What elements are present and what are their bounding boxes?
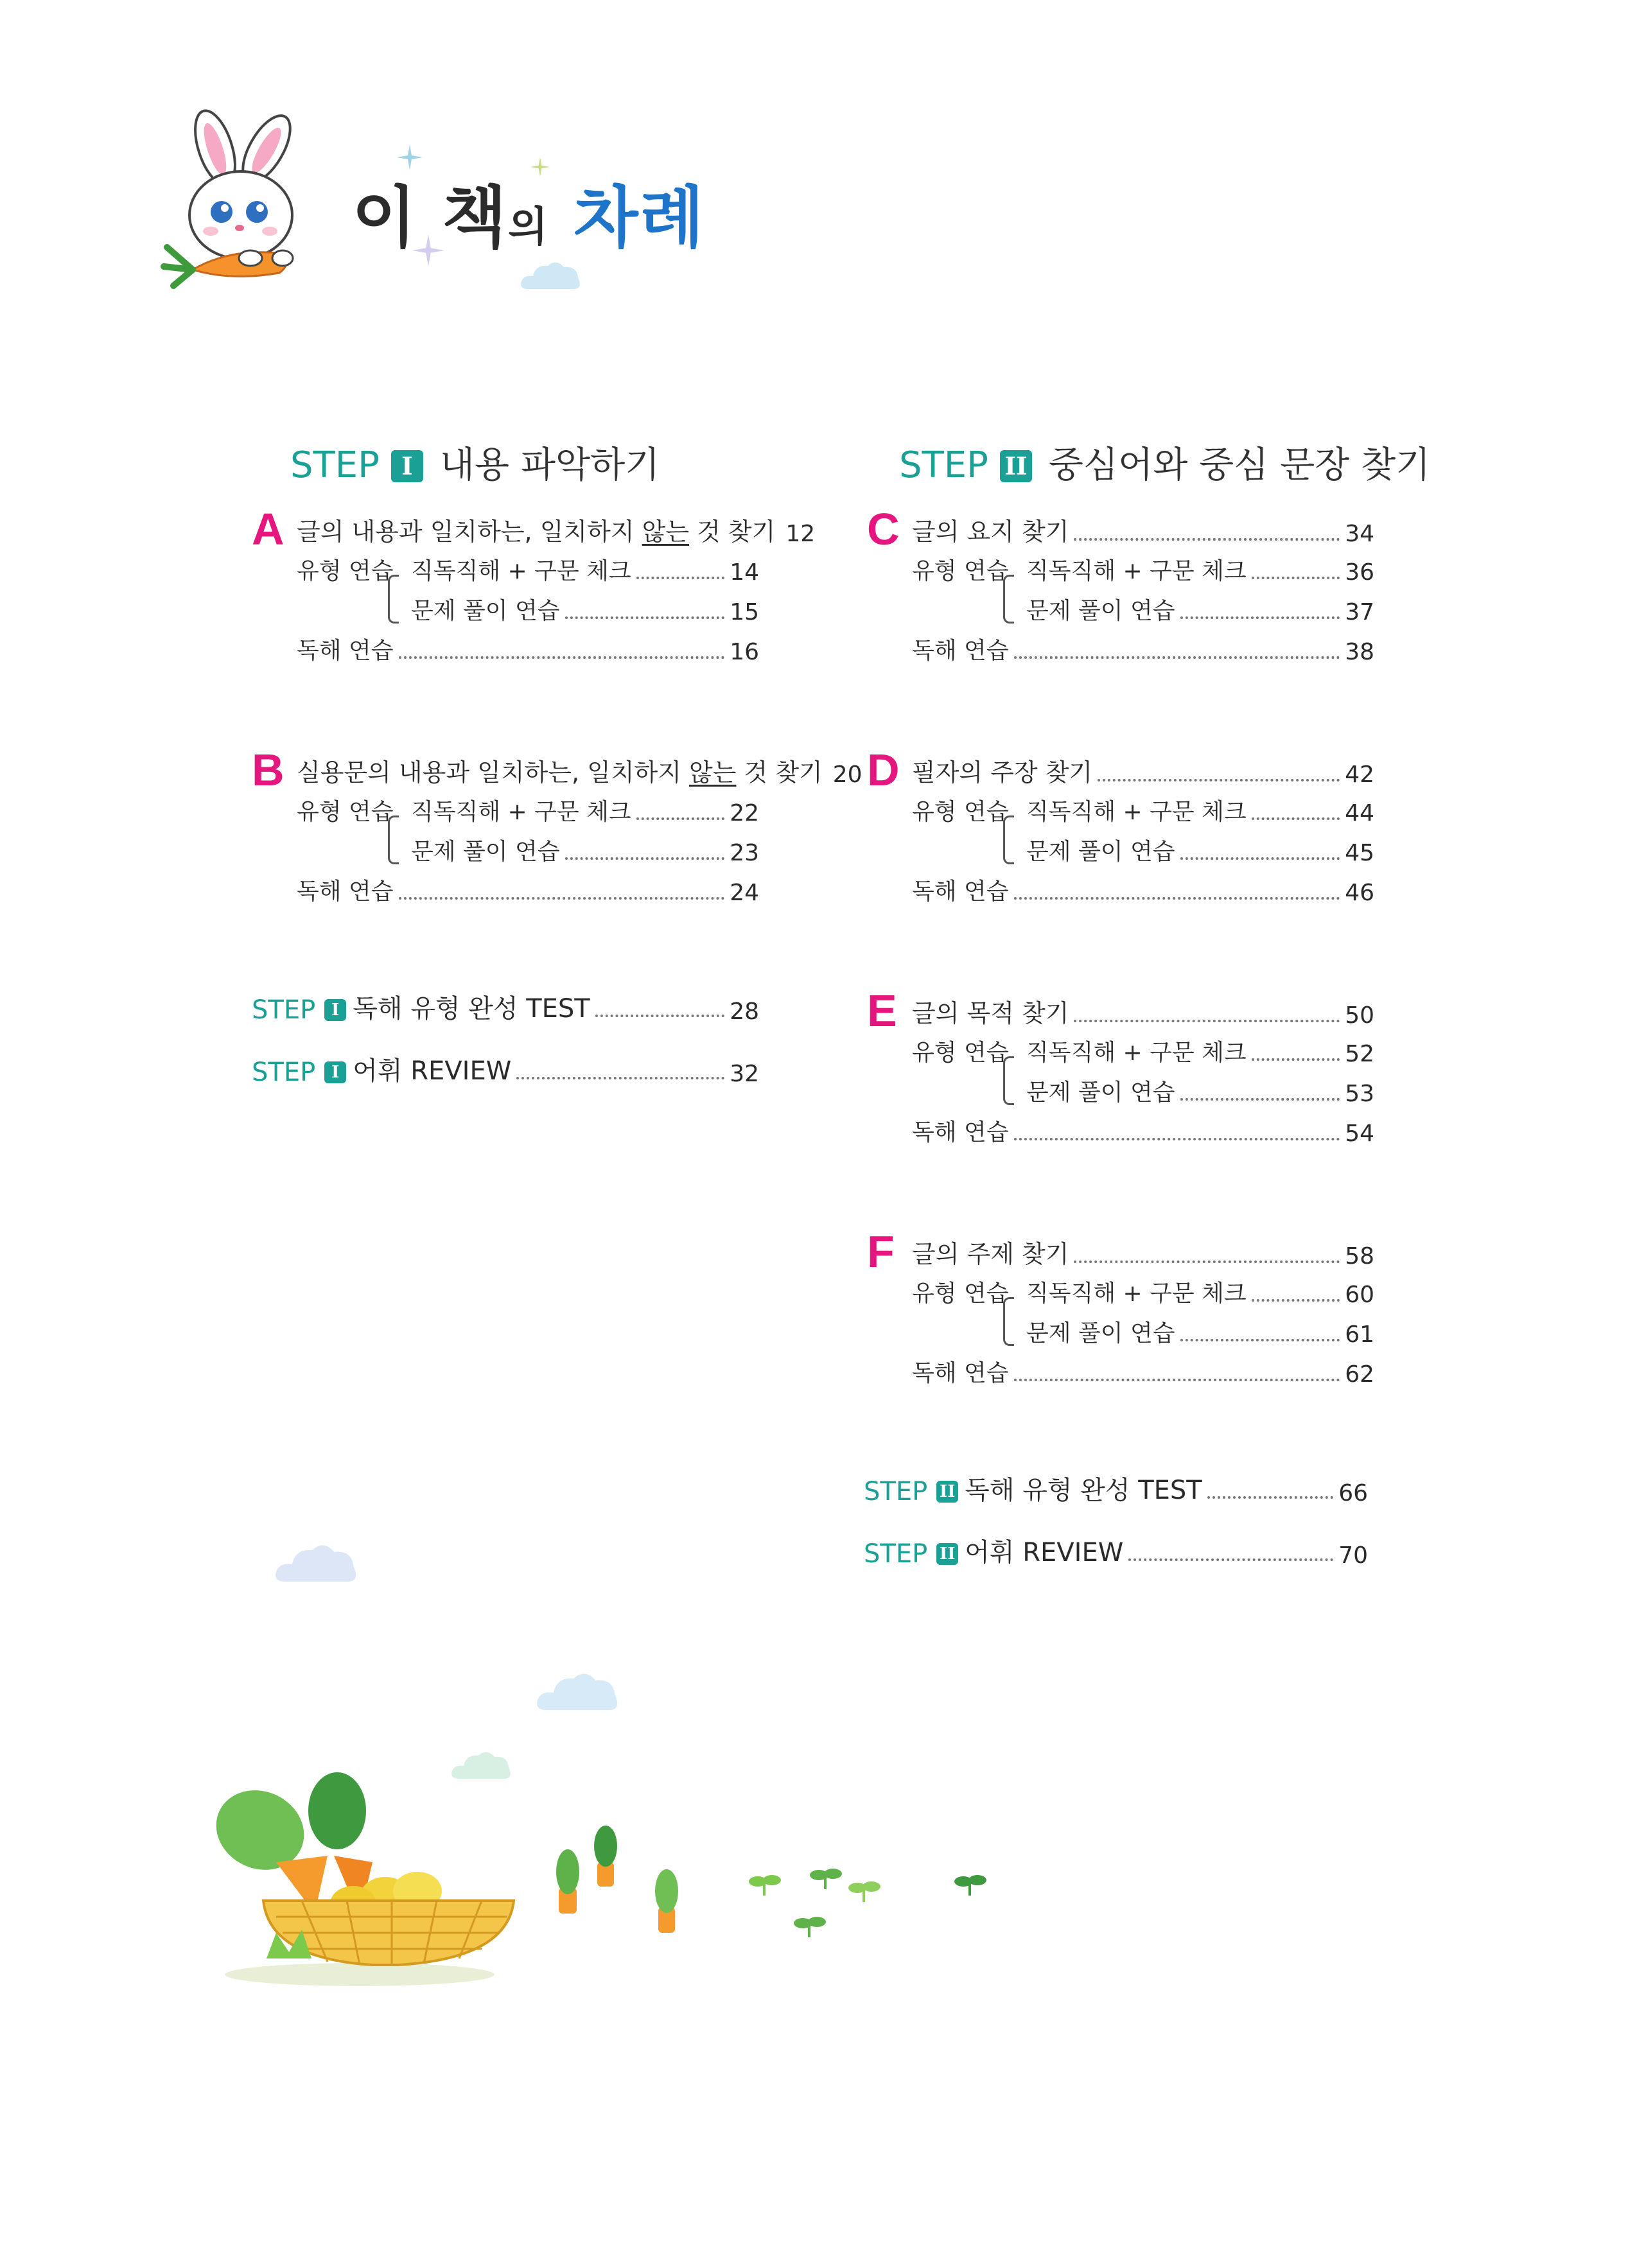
entry-title: 문제 풀이 연습: [1026, 598, 1175, 624]
dot-leader: [1014, 897, 1340, 900]
practice-label-text: 유형 연습: [912, 1040, 1009, 1066]
toc-entry[interactable]: [912, 514, 1374, 547]
toc-entry[interactable]: [297, 514, 816, 547]
title-part: 책: [442, 179, 509, 257]
practice-label: [297, 793, 394, 826]
step2-heading: [899, 437, 1430, 488]
toc-subentry[interactable]: [1026, 1034, 1374, 1067]
page-number: 61: [1345, 1322, 1374, 1348]
step-title: 중심어와 중심 문장 찾기: [1048, 444, 1431, 486]
step1-test-entry[interactable]: [252, 989, 759, 1025]
step2-test-entry[interactable]: [864, 1470, 1368, 1506]
toc-subentry[interactable]: [1026, 552, 1374, 586]
page-number: 50: [1345, 1002, 1374, 1029]
page-number: 66: [1338, 1480, 1368, 1506]
entry-title-part: 글의 내용과 일치하는, 일치하지: [297, 518, 642, 546]
toc-subentry[interactable]: [1026, 793, 1374, 826]
page-number: 32: [730, 1061, 759, 1087]
toc-subentry[interactable]: [912, 873, 1374, 906]
entry-title: 직독직해 + 구문 체크: [411, 558, 631, 584]
step-numeral-badge: II: [936, 1543, 958, 1565]
section-letter: D: [867, 745, 900, 795]
bracket: [388, 575, 399, 624]
dot-leader: [1074, 1260, 1340, 1263]
page-number: 53: [1345, 1081, 1374, 1107]
page-number: 28: [730, 999, 759, 1025]
entry-title: 직독직해 + 구문 체크: [411, 799, 631, 825]
section-letter: F: [867, 1226, 895, 1277]
page-title: [352, 164, 705, 260]
entry-title: 필자의 주장 찾기: [912, 758, 1093, 787]
dot-leader: [1098, 779, 1340, 781]
toc-subentry[interactable]: [912, 1113, 1374, 1147]
practice-label: [912, 1034, 1009, 1067]
dot-leader: [565, 857, 725, 860]
entry-title: 글의 주제 찾기: [912, 1240, 1069, 1268]
entry-title: 독해 연습: [297, 638, 394, 664]
dot-leader: [1014, 656, 1340, 659]
page-number: 44: [1345, 800, 1374, 826]
step-title: 내용 파악하기: [439, 444, 660, 486]
toc-entry[interactable]: [912, 995, 1374, 1029]
step1-heading: [290, 437, 660, 488]
section-letter: A: [252, 504, 285, 554]
practice-label: [912, 793, 1009, 826]
practice-label-text: 유형 연습: [912, 1280, 1009, 1307]
dot-leader: [565, 616, 725, 619]
step2-review-entry[interactable]: [864, 1533, 1368, 1569]
bracket: [1003, 816, 1014, 864]
step-label: STEP: [899, 444, 988, 486]
page-number: 24: [730, 880, 759, 906]
entry-title: 문제 풀이 연습: [411, 598, 560, 624]
entry-title: 독해 연습: [912, 638, 1009, 664]
entry-title: 글의 목적 찾기: [912, 999, 1069, 1027]
dot-leader: [636, 817, 724, 820]
dot-leader: [1252, 577, 1340, 579]
step-numeral-badge: I: [391, 450, 423, 482]
page-number: 37: [1345, 599, 1374, 625]
entry-title-part: 것 찾기: [736, 758, 823, 787]
toc-subentry[interactable]: [1026, 1275, 1374, 1308]
entry-title: 문제 풀이 연습: [1026, 839, 1175, 865]
bracket: [388, 816, 399, 864]
page-number: 15: [730, 599, 759, 625]
step-numeral-badge: II: [1000, 450, 1032, 482]
toc-subentry[interactable]: [1026, 833, 1374, 866]
sprout-icon: [546, 1804, 713, 1946]
entry-title: [297, 753, 823, 788]
step-label: STEP: [252, 1058, 316, 1087]
sprout-icon: [739, 1862, 995, 1946]
entry-title: 독해 연습: [912, 1119, 1009, 1146]
toc-subentry[interactable]: [1026, 1314, 1374, 1348]
page-number: 36: [1345, 559, 1374, 586]
bracket: [1003, 575, 1014, 624]
entry-title: 직독직해 + 구문 체크: [1026, 1040, 1247, 1066]
entry-title: 독해 연습: [912, 878, 1009, 905]
toc-subentry[interactable]: [912, 1354, 1374, 1388]
dot-leader: [1180, 1098, 1340, 1101]
dot-leader: [399, 656, 725, 659]
practice-label-text: 유형 연습: [912, 799, 1009, 825]
toc-subentry[interactable]: [297, 632, 759, 665]
title-part: 이: [352, 179, 442, 257]
page-number: 14: [730, 559, 759, 586]
dot-leader: [399, 897, 725, 900]
dot-leader: [1180, 857, 1340, 860]
entry-title: 문제 풀이 연습: [1026, 1320, 1175, 1347]
dot-leader: [1252, 1058, 1340, 1061]
page-number: 46: [1345, 880, 1374, 906]
page-number: 12: [785, 521, 816, 547]
entry-title-part: 실용문의 내용과 일치하는, 일치하지: [297, 758, 690, 787]
practice-label-text: 유형 연습: [297, 799, 394, 825]
step-numeral-badge: I: [324, 999, 346, 1021]
toc-subentry[interactable]: [297, 873, 759, 906]
page-number: 16: [730, 639, 759, 665]
entry-title-underline: 않는: [642, 518, 690, 546]
page-number: 60: [1345, 1282, 1374, 1308]
page-number: 23: [730, 840, 759, 866]
step1-review-entry[interactable]: [252, 1051, 759, 1087]
entry-title: 어휘 REVIEW: [353, 1056, 512, 1086]
dot-leader: [1180, 1339, 1340, 1341]
entry-title: 직독직해 + 구문 체크: [1026, 558, 1247, 584]
rabbit-with-carrot-icon: [154, 109, 321, 289]
page-number: 58: [1345, 1243, 1374, 1269]
entry-title: [297, 512, 775, 547]
entry-title-underline: 않는: [689, 758, 737, 787]
entry-title-part: 것 찾기: [689, 518, 776, 546]
bracket: [1003, 1056, 1014, 1105]
practice-label: [912, 1275, 1009, 1308]
page-number: 22: [730, 800, 759, 826]
page-number: 62: [1345, 1361, 1374, 1388]
dot-leader: [636, 577, 724, 579]
practice-label-text: 유형 연습: [912, 558, 1009, 584]
dot-leader: [1128, 1558, 1333, 1561]
dot-leader: [1207, 1496, 1333, 1499]
entry-title: 직독직해 + 구문 체크: [1026, 799, 1247, 825]
dot-leader: [1074, 538, 1340, 541]
page-number: 45: [1345, 840, 1374, 866]
toc-entry[interactable]: [912, 755, 1374, 788]
title-part: 의: [508, 204, 549, 251]
entry-title: 어휘 REVIEW: [965, 1538, 1124, 1567]
dot-leader: [516, 1077, 724, 1079]
practice-label: [297, 552, 394, 586]
entry-title: 직독직해 + 구문 체크: [1026, 1280, 1247, 1307]
dot-leader: [1252, 817, 1340, 820]
cloud-icon: [527, 1666, 629, 1714]
dot-leader: [595, 1015, 724, 1017]
dot-leader: [1252, 1299, 1340, 1302]
toc-subentry[interactable]: [912, 632, 1374, 665]
entry-title: 독해 연습: [912, 1360, 1009, 1386]
step-label: STEP: [290, 444, 380, 486]
page-number: 52: [1345, 1041, 1374, 1067]
dot-leader: [1180, 616, 1340, 619]
cloud-icon: [262, 1538, 371, 1586]
section-letter: E: [867, 986, 897, 1036]
practice-label: [912, 552, 1009, 586]
toc-subentry[interactable]: [1026, 592, 1374, 625]
toc-subentry[interactable]: [411, 552, 759, 586]
cloud-icon: [519, 257, 583, 292]
dot-leader: [1014, 1138, 1340, 1140]
step-numeral-badge: I: [324, 1061, 346, 1083]
page-number: 34: [1345, 521, 1374, 547]
dot-leader: [1074, 1020, 1340, 1022]
step-label: STEP: [864, 1477, 928, 1506]
entry-title: 글의 요지 찾기: [912, 518, 1069, 546]
entry-title: 독해 유형 완성 TEST: [965, 1476, 1202, 1505]
title-part: 차례: [548, 179, 706, 257]
entry-title: 문제 풀이 연습: [1026, 1079, 1175, 1106]
entry-title: 독해 유형 완성 TEST: [353, 994, 590, 1024]
toc-subentry[interactable]: [411, 793, 759, 826]
page-number: 70: [1338, 1542, 1368, 1569]
step-label: STEP: [252, 995, 316, 1025]
page-number: 38: [1345, 639, 1374, 665]
vegetable-basket-icon: [206, 1766, 527, 1991]
entry-title: 독해 연습: [297, 878, 394, 905]
section-letter: C: [867, 504, 900, 554]
page-number: 42: [1345, 762, 1374, 788]
page-number: 20: [832, 762, 862, 788]
toc-subentry[interactable]: [1026, 1074, 1374, 1107]
toc-entry[interactable]: [912, 1236, 1374, 1269]
bracket: [1003, 1297, 1014, 1346]
step-numeral-badge: II: [936, 1481, 958, 1503]
page-number: 54: [1345, 1121, 1374, 1147]
practice-label-text: 유형 연습: [297, 558, 394, 584]
toc-subentry[interactable]: [411, 592, 759, 625]
toc-entry[interactable]: [297, 755, 862, 788]
step-label: STEP: [864, 1539, 928, 1569]
dot-leader: [1014, 1379, 1340, 1381]
section-letter: B: [252, 745, 285, 795]
entry-title: 문제 풀이 연습: [411, 839, 560, 865]
toc-subentry[interactable]: [411, 833, 759, 866]
